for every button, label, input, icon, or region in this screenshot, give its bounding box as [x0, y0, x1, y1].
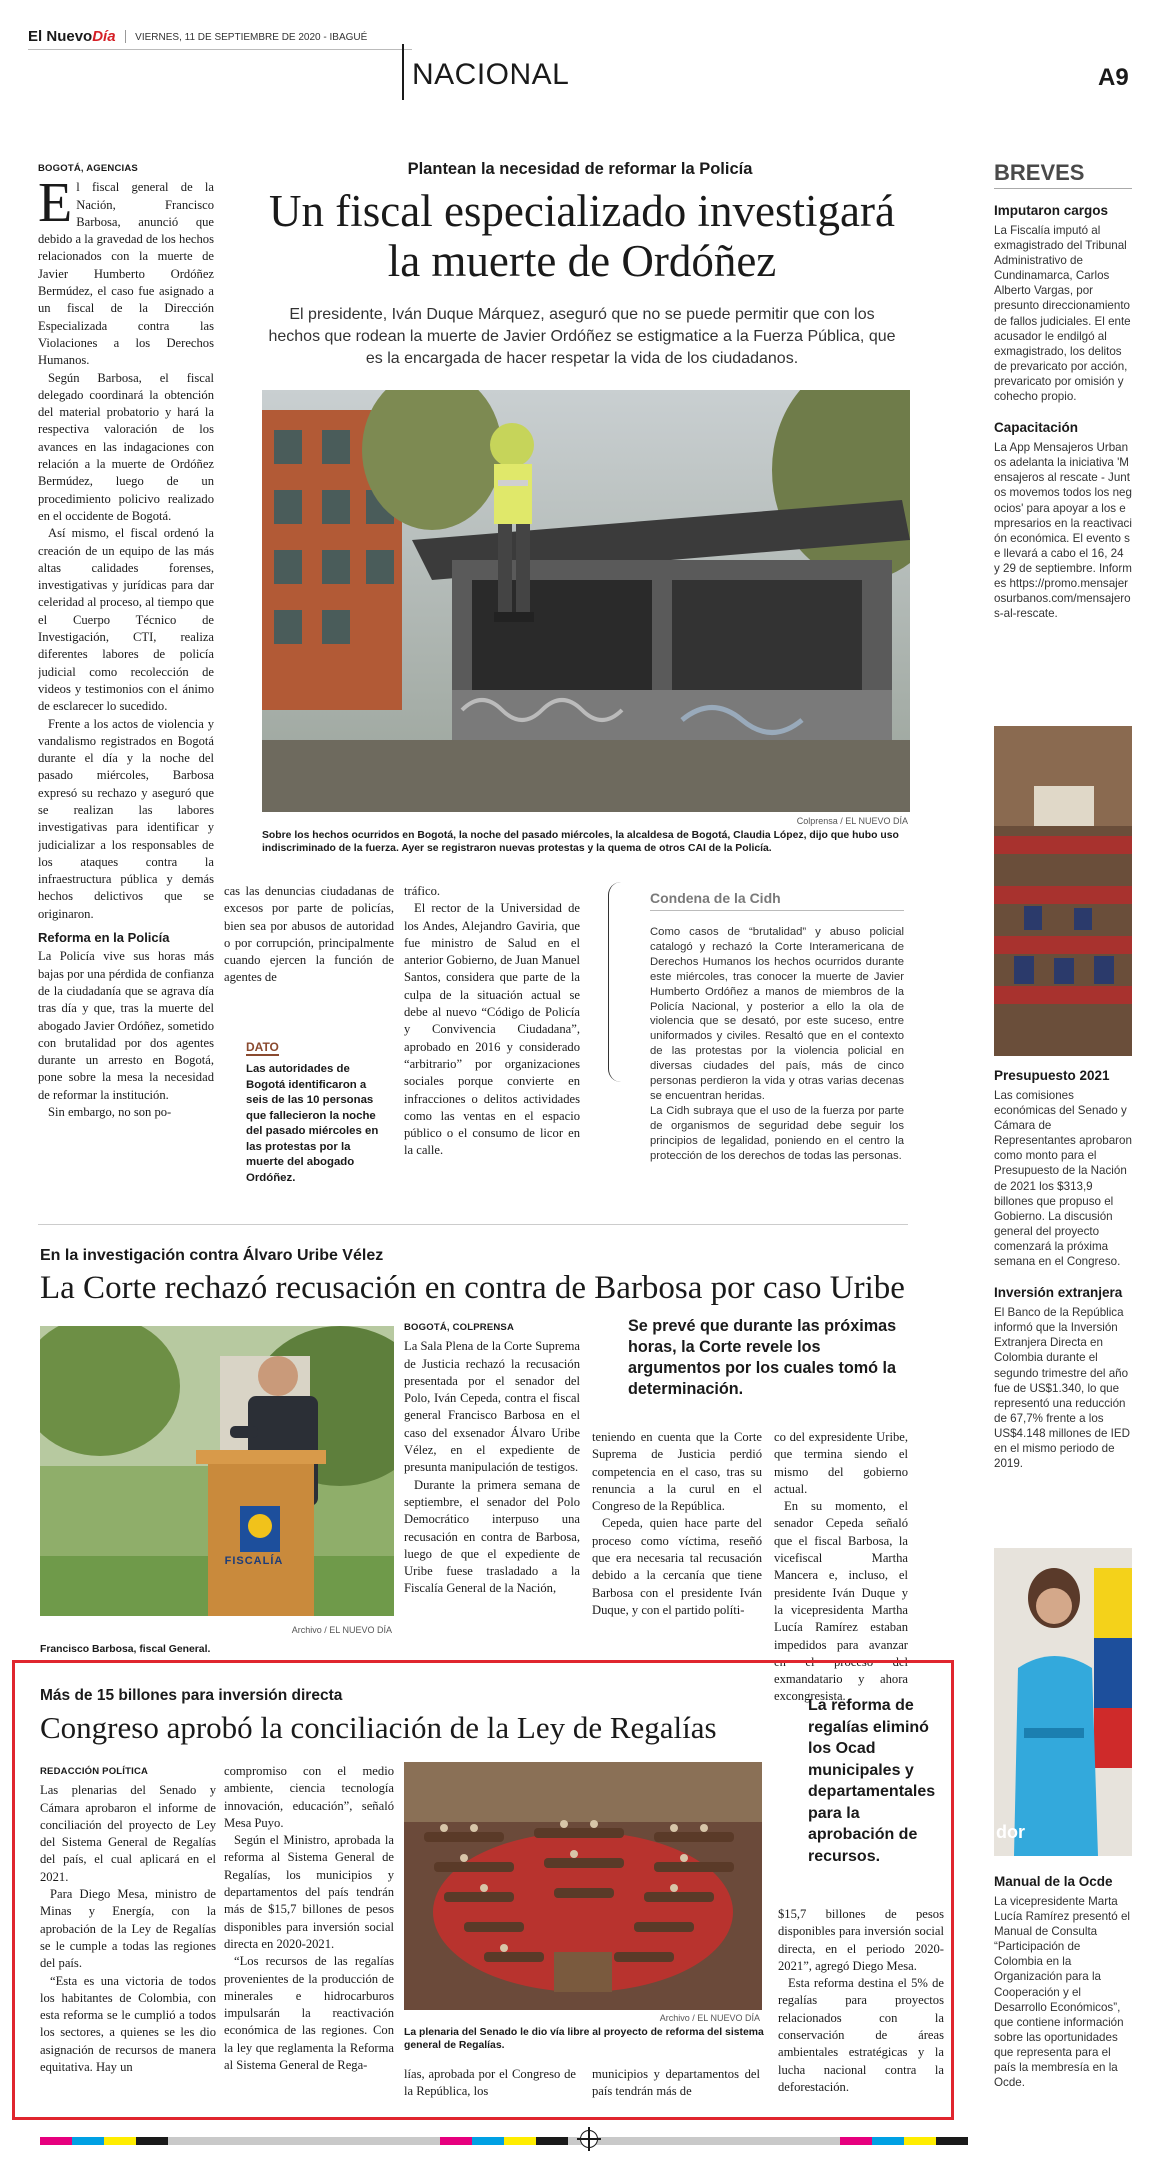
breves-sidebar-3	[994, 1874, 1132, 2090]
masthead	[28, 28, 367, 46]
color-swatch	[104, 2137, 136, 2145]
podium-sign: FISCALÍA	[224, 1555, 284, 1567]
cidh-title: Condena de la Cidh	[650, 890, 904, 911]
color-swatch	[840, 2137, 872, 2145]
header-separator	[125, 30, 126, 43]
story2-photo-credit: Archivo / EL NUEVO DÍA	[291, 1625, 392, 1635]
story3-photo-caption: La plenaria del Senado le dio vía libre al proyecto de reforma del sistema general de Regalías.	[404, 2027, 764, 2052]
story1-column-2	[224, 883, 394, 987]
dato-box	[246, 1038, 390, 1186]
story2-pullquote: Se prevé que durante las próximas horas, la Corte revele los argumentos por los cuales tomó la determinación.	[628, 1317, 897, 1398]
logo: El NuevoDía	[28, 28, 116, 45]
story3-dateline: REDACCIÓN POLÍTICA	[40, 1766, 149, 1777]
breve-text: La vicepresidente Marta Lucía Ramírez presentó el Manual de Consulta “Participación de Colombia en la Organización para la Cooperación y el Desarrollo Económicos”, que contiene información sobre las oportunidades que representa para el país la membresía en la Ocde.	[994, 1895, 1130, 2090]
breve-title: Presupuesto 2021	[994, 1068, 1110, 1083]
color-swatch	[504, 2137, 536, 2145]
color-swatch	[136, 2137, 168, 2145]
story1-dateline: BOGOTÁ, AGENCIAS	[38, 163, 138, 174]
cidh-text-2: La Cidh subraya que el uso de la fuerza por parte de organismos de seguridad debe seguir los principios de legalidad, poniendo en el centro la protección de los derechos de todas las personas.	[650, 1104, 904, 1162]
color-swatch	[872, 2137, 904, 2145]
paragraph: co del expresidente Uribe, que termina siendo el mismo del gobierno actual.	[774, 1430, 908, 1496]
story2-photo	[40, 1326, 394, 1616]
breve-item	[994, 1068, 1132, 1269]
paragraph: Según el Ministro, aprobada la reforma al Sistema General de Regalías, los municipios y departamentos del país tendrán más de $15,7 billones de pesos disponibles para inversión social directa en 2020-2021.	[224, 1833, 394, 1951]
story1-headline: Un fiscal especializado investigará la muerte de Ordóñez	[269, 186, 895, 286]
paragraph: municipios y departamentos del país tendrán más de	[592, 2067, 760, 2099]
breve-title: Inversión extranjera	[994, 1285, 1123, 1301]
paragraph: compromiso con el medio ambiente, ciencia tecnología innovación, educación”, señaló Mesa Puyo.	[224, 1764, 394, 1830]
story3-kicker: Más de 15 billones para inversión directa	[40, 1687, 343, 1704]
breve-item	[994, 203, 1132, 404]
breve-text: Las comisiones económicas del Senado y Cámara de Representantes aprobaron como monto para el Presupuesto de la Nación de 2021 los $313,9 billones que propuso el Gobierno. La discusión general del proyecto comenzará la próxima semana en el Congreso.	[994, 1089, 1132, 1269]
story2-column-2	[592, 1429, 762, 1619]
story3-photo	[404, 1762, 762, 2010]
color-swatch	[568, 2137, 840, 2145]
dato-label: DATO	[246, 1040, 279, 1054]
breves-photo-congress	[994, 726, 1132, 1056]
paragraph: teniendo en cuenta que la Corte Suprema de Justicia perdió competencia en el caso, tras su renuncia a la curul en el Congreso de la República.	[592, 1430, 762, 1514]
story3-column-3	[404, 2066, 576, 2101]
story1-photo-credit: Colprensa / EL NUEVO DÍA	[796, 816, 908, 826]
paragraph: Las plenarias del Senado y Cámara aprobaron el informe de conciliación del proyecto de Ley del Sistema General de Regalías del país, el cual aplicará en el 2021.	[40, 1783, 216, 1884]
paragraph: Para Diego Mesa, ministro de Minas y Energía, con la aprobación de la Ley de Regalías se le cumple a todas las regiones del país.	[40, 1887, 216, 1971]
story1-subhead: Reforma en la Policía	[38, 930, 170, 946]
breves-photo-vicepresident	[994, 1548, 1132, 1856]
story3-photo-credit: Archivo / EL NUEVO DÍA	[659, 2013, 760, 2023]
paragraph: cas las denuncias ciudadanas de excesos por parte de policías, bien sea por abusos de autoridad o por corrupción, principalmente cuando ejercen la función de agentes de	[224, 884, 394, 985]
story1-photo-caption: Sobre los hechos ocurridos en Bogotá, la noche del pasado miércoles, la alcaldesa de Bogotá, Claudia López, dijo que hubo uso indiscriminado de la fuerza. Ayer se registraron nuevas protestas y la quema de otros CAI de la Policía.	[262, 830, 899, 855]
story3-column-5	[778, 1906, 944, 2096]
breve-item	[994, 1285, 1132, 1471]
story3-headline: Congreso aprobó la conciliación de la Ley de Regalías	[40, 1710, 717, 1745]
cidh-bracket	[608, 882, 621, 1082]
header-rule	[28, 49, 412, 50]
paragraph: La Policía vive sus horas más bajas por una pérdida de confianza de la ciudadanía que se agrava día tras día y que, tras la muerte del abogado Javier Ordóñez, sometido con brutalidad por dos agentes durante un arresto en Bogotá, pone sobre la mesa la necesidad de reformar la institución.	[38, 949, 214, 1102]
breve-title: Capacitación	[994, 420, 1079, 436]
registration-mark-icon	[580, 2130, 598, 2148]
story2-kicker: En la investigación contra Álvaro Uribe Vélez	[40, 1247, 384, 1264]
breves-title: BREVES	[994, 160, 1132, 189]
paragraph: La Sala Plena de la Corte Suprema de Justicia rechazó la recusación presentada por el senador del Polo, Iván Cepeda, contra el fiscal general Francisco Barbosa en el caso del exsenador Álvaro Uribe Vélez, en el expediente de presunta manipulación de testigos.	[404, 1339, 580, 1475]
paragraph: tráfico.	[404, 884, 441, 898]
paragraph: lías, aprobada por el Congreso de la República, los	[404, 2067, 576, 2099]
story2-dateline: BOGOTÁ, COLPRENSA	[404, 1322, 515, 1333]
paragraph: Esta reforma destina el 5% de regalías para proyectos relacionados con la conservación de áreas ambientales estratégicas y la lucha nacional contra la deforestación.	[778, 1976, 944, 2094]
breve-text: La Fiscalía imputó al exmagistrado del Tribunal Administrativo de Cundinamarca, Carlos Alberto Vargas, por presunto direccionamiento de fallos judiciales. El ente acusador le endilgó al exmagistrado, los delitos de prevaricato por acción, prevaricato por omisión y cohecho propio.	[994, 224, 1131, 404]
date-line: VIERNES, 11 DE SEPTIEMBRE DE 2020 - IBAGUÉ	[135, 32, 368, 43]
paragraph: l fiscal general de la Nación, Francisco Barbosa, anunció que debido a la gravedad de los hechos relacionados con la muerte de Javier Humberto Ordóñez Bermúdez, el caso fue asignado a un fiscal de la Dirección Especializada contra las Violaciones a los Derechos Humanos.	[38, 180, 214, 368]
breve-text: El Banco de la República informó que la Inversión Extranjera Directa en Colombia durante el segundo trimestre del año fue de US$1.340, lo que representó una reducción de 67,7% frente a los US$4.148 millones de IED en el mismo periodo de 2019.	[994, 1306, 1130, 1471]
paragraph: Frente a los actos de violencia y vandalismo registrados en Bogotá durante el día y la noche del pasado miércoles, Barbosa expresó su rechazo y aseguró que se realizan las labores investigativas para identificar y judicializar a los responsables de los ataques contra la infraestructura pública y demás hechos delictivos que se originaron.	[38, 716, 214, 921]
paragraph: Durante la primera semana de septiembre, el senador del Polo Democrático interpuso una recusación en contra de Barbosa, luego de que el expediente de Uribe fuese trasladado a la Fiscalía General de la Nación,	[404, 1477, 580, 1596]
breve-item	[994, 1874, 1132, 2090]
story1-photo	[262, 390, 910, 812]
story1-column-1	[38, 160, 214, 1205]
breve-text: La App Mensajeros Urbanos adelanta la iniciativa 'Mensajeros al rescate - Juntos movemos todos los negocios' para apoyar a los empresarios en la reactivación económica. El evento se llevará a cabo el 16, 24 y 29 de septiembre. Informes https://promo.mensajerosurbanos.com/mensajeros-al-rescate.	[994, 441, 1132, 621]
paragraph: Cepeda, quien hace parte del proceso como víctima, reseñó que era necesaria tal recusación debido a la cercanía que tiene Barbosa con el presidente Iván Duque, y con el partido políti-	[592, 1516, 762, 1617]
story1-kicker: Plantean la necesidad de reformar la Policía	[407, 160, 753, 178]
story2-column-1	[404, 1319, 580, 1598]
paragraph: Según Barbosa, el fiscal delegado coordinará la obtención del material probatorio y hará la respectiva valoración de los avances en las indagaciones con relación a la muerte de Ordóñez Bermúdez, luego de un procedimiento policivo realizado en el occidente de Bogotá.	[38, 370, 214, 523]
color-swatch	[904, 2137, 936, 2145]
color-swatch	[168, 2137, 440, 2145]
story2-headline: La Corte rechazó recusación en contra de Barbosa por caso Uribe	[40, 1270, 905, 1306]
color-swatch	[536, 2137, 568, 2145]
story1-dropcap: E	[38, 172, 73, 235]
breve-title: Imputaron cargos	[994, 203, 1109, 218]
section-divider	[402, 44, 404, 100]
story3-column-2	[224, 1763, 394, 2108]
paragraph: Así mismo, el fiscal ordenó la creación de un equipo de las más altas calidades forenses, investigativas y jurídicas para dar celeridad al proceso, al tiempo que el Cuerpo Técnico de Investigación, CTI, realiza diferentes labores de policía judicial como recolección de videos y testimonios con el ánimo de esclarecer lo sucedido.	[38, 526, 214, 714]
paragraph: El rector de la Universidad de los Andes, Alejandro Gaviria, que fue ministro de Salud en el anterior Gobierno, de Juan Manuel Santos, considera que parte de la culpa de la situación actual se debe al nuevo “Código de Policía y Convivencia Ciudadana”, aprobado en 2016 y considerado “arbitrario” por organizaciones sociales porque convierte en infracciones o delitos actividades como las ventas en el espacio público o el consumo de licor en la calle.	[404, 901, 580, 1158]
paragraph: $15,7 billones de pesos disponibles para inversión social directa, en el periodo 2020-2021”, agregó Diego Mesa.	[778, 1907, 944, 1973]
story3-column-1	[40, 1763, 216, 2108]
cidh-sidebar	[650, 890, 904, 1164]
breves-sidebar-2	[994, 1068, 1132, 1471]
color-swatch	[440, 2137, 472, 2145]
breves-sidebar	[994, 160, 1132, 621]
story1-dek: El presidente, Iván Duque Márquez, aseguró que no se puede permitir que con los hechos que rodean la muerte de Javier Ordóñez se estigmatice a la Fuerza Pública, que es la encargada de hacer respetar la vida de los ciudadanos.	[268, 306, 896, 367]
color-swatch	[936, 2137, 968, 2145]
story1-column-3	[404, 883, 580, 1160]
story3-column-4	[592, 2066, 760, 2101]
dato-text: Las autoridades de Bogotá identificaron a seis de las 10 personas que fallecieron la noche del pasado miércoles en las protestas por la muerte del abogado Ordóñez.	[246, 1063, 379, 1184]
story2-photo-caption: Francisco Barbosa, fiscal General.	[40, 1644, 211, 1655]
cidh-text-1: Como casos de “brutalidad” y abuso policial catalogó y rechazó la Corte Interamericana de Derechos Humanos los hechos ocurridos durante este miércoles, tras conocer la muerte de Javier Humberto Ordóñez a manos de miembros de la Policía Nacional, y posterior a ello la ola de violencia que se desató, por este suceso, entre uniformados y civiles. Resaltó que en el contexto de las protestas por la violencia policial en diversas ciudades del país, más de cinco personas perdieron la vida y otras varias decenas se encuentran heridas.	[650, 926, 904, 1102]
paragraph: “Los recursos de las regalías provenientes de la producción de minerales e hidrocarburos impulsarán la reactivación económica de las regiones. Con la ley que reglamenta la Reforma al Sistema General de Rega-	[224, 1954, 394, 2073]
paragraph: Sin embargo, no son po-	[48, 1105, 172, 1120]
color-swatch	[40, 2137, 72, 2145]
color-swatch	[72, 2137, 104, 2145]
paragraph: “Esta es una victoria de todos los habitantes de Colombia, con esta reforma se le cumplió a todos los sectores, a quienes se les dio asignación de recursos de manera equitativa. Hay un	[40, 1973, 216, 2075]
story-divider	[38, 1224, 908, 1225]
breves-photo-label: dor	[996, 1822, 1025, 1842]
color-swatch	[472, 2137, 504, 2145]
paragraph: En su momento, el senador Cepeda señaló que el fiscal Barbosa, la vicefiscal Martha Mancera e, incluso, el presidente Iván Duque y la vicepresidenta Martha Lucía Ramírez estaban impedidos para avanzar en el proceso del exmandatario y ahora excongresista.	[774, 1499, 908, 1704]
breve-item	[994, 420, 1132, 621]
page-number: A9	[1098, 64, 1129, 91]
story3-pullquote: La reforma de regalías eliminó los Ocad municipales y departamentales para la aprobación de recursos.	[808, 1697, 936, 1865]
section-title: NACIONAL	[412, 58, 570, 91]
breve-title: Manual de la Ocde	[994, 1874, 1113, 1889]
